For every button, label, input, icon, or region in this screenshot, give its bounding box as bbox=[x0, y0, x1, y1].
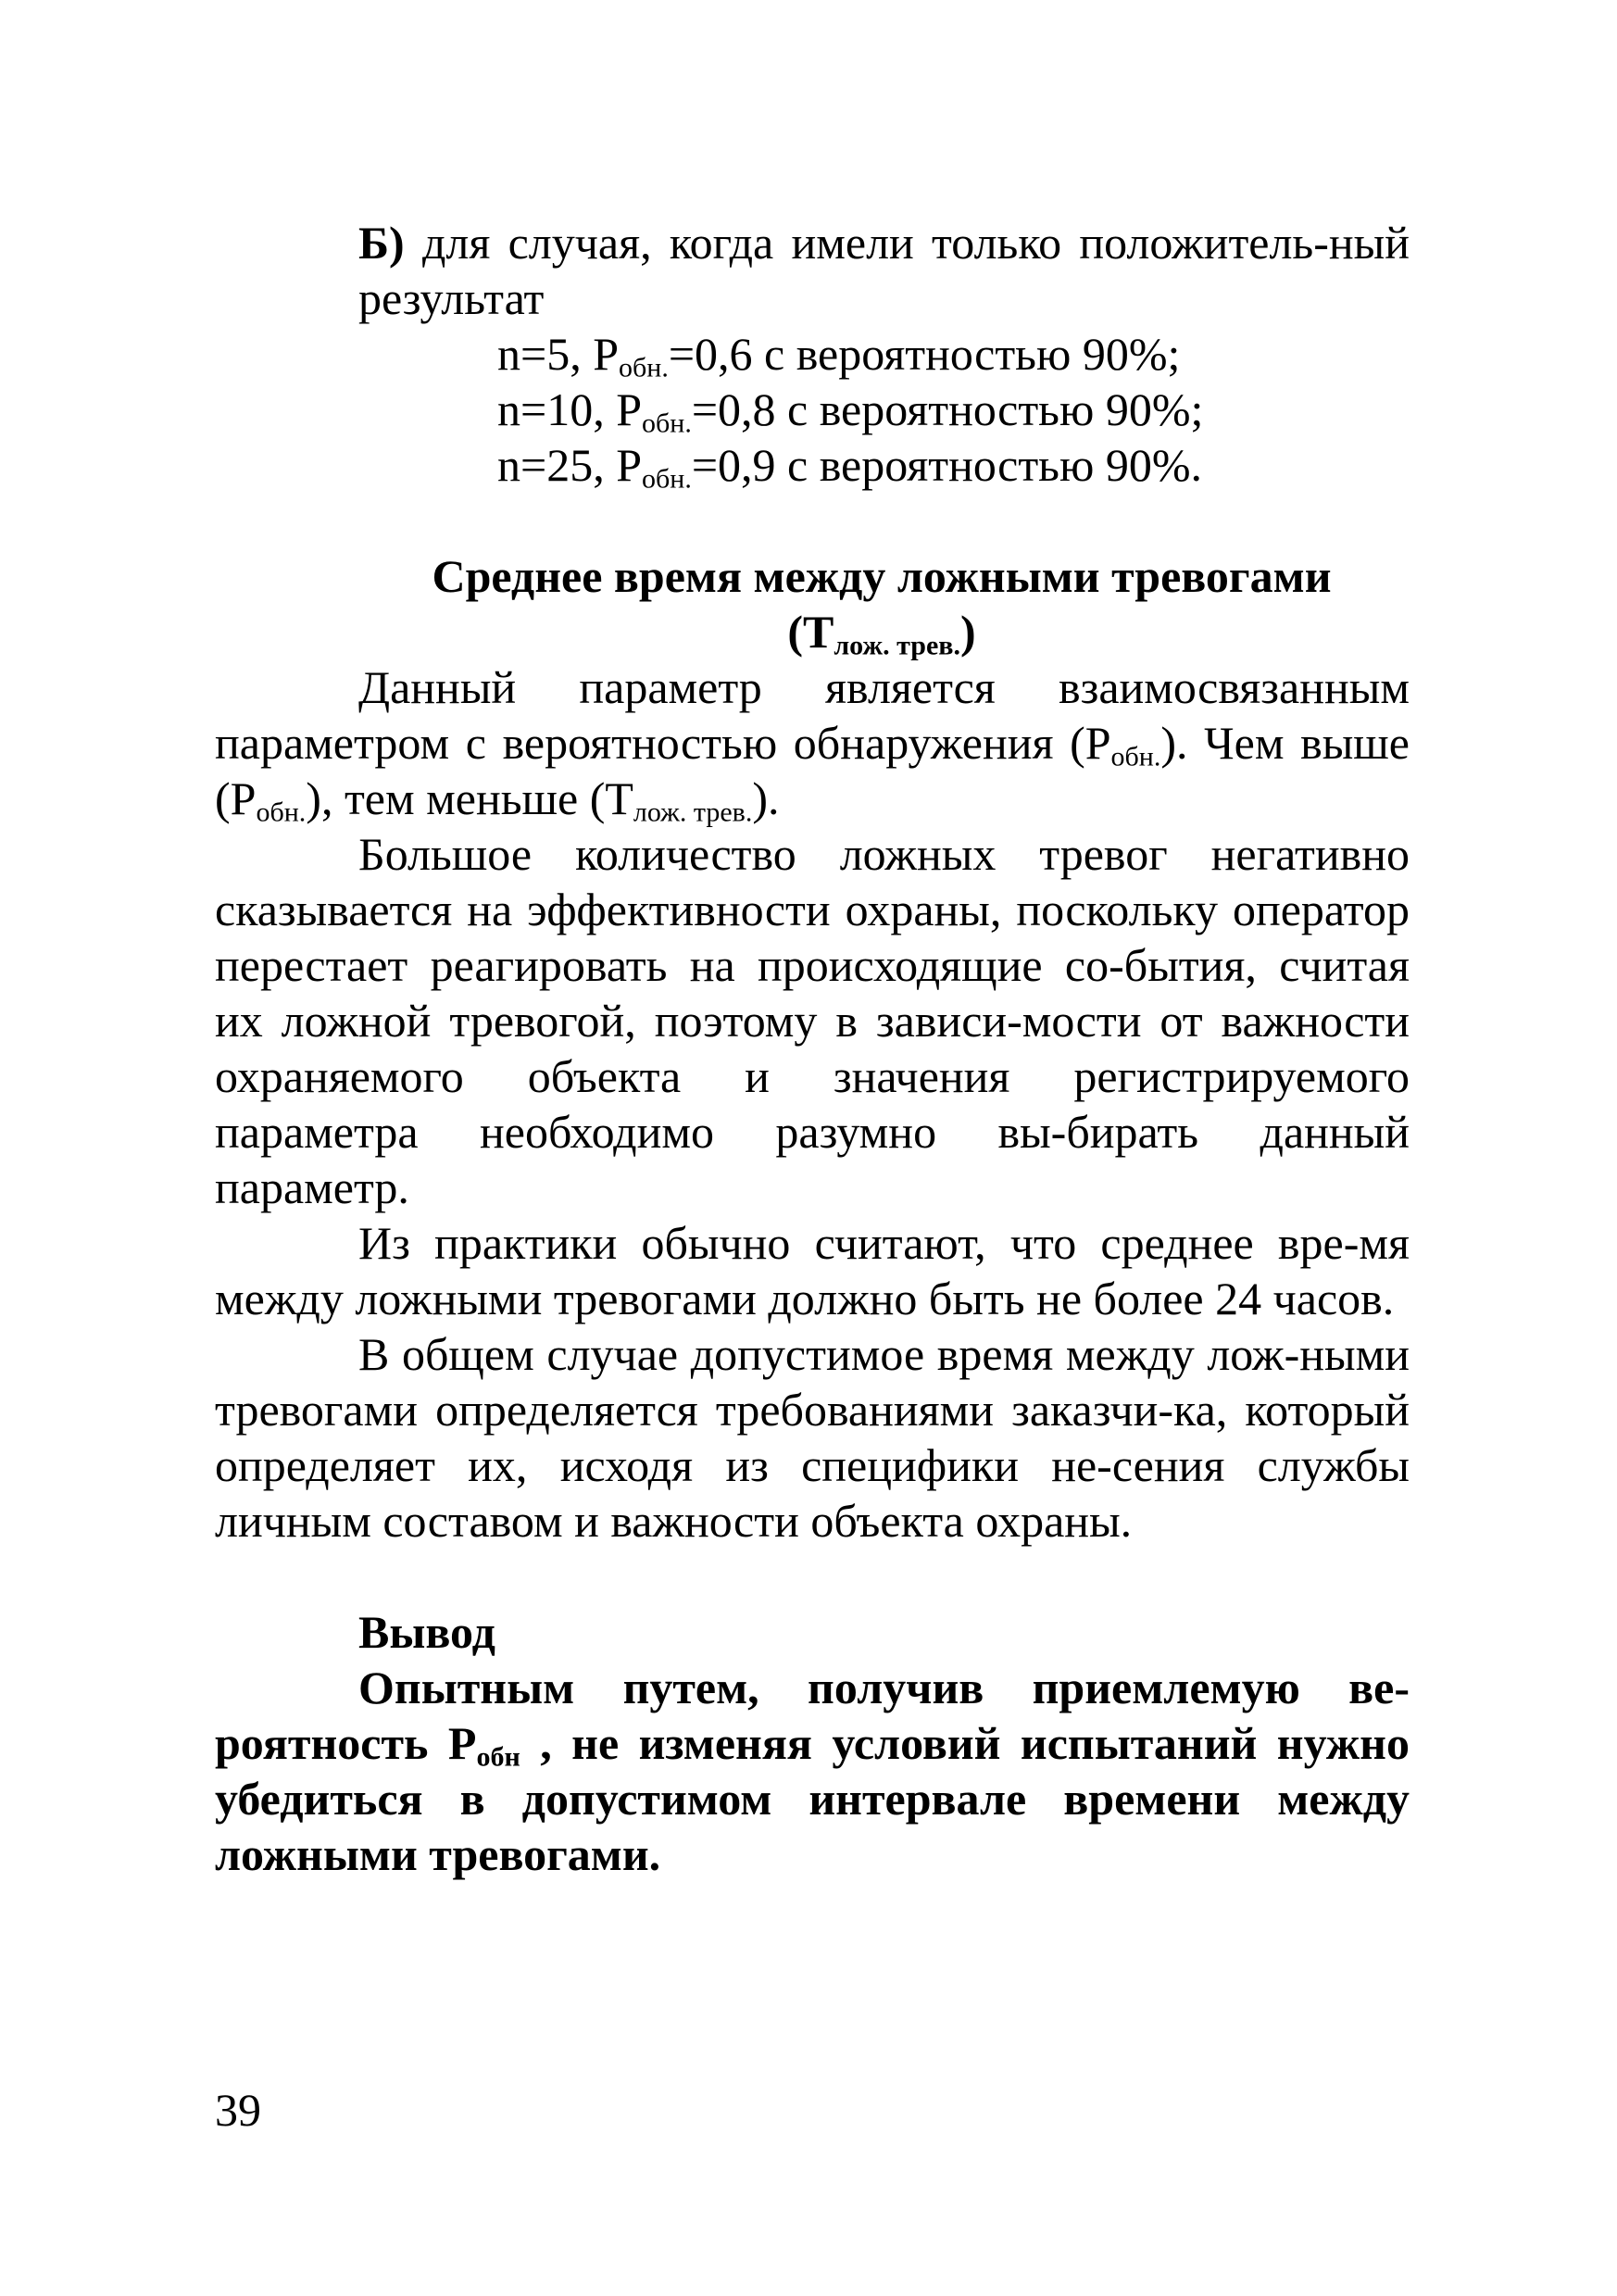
symbol-subscript: лож. трев. bbox=[834, 630, 960, 661]
paragraph-4: В общем случае допустимое время между лож-ными тревогами определяется требованиями заказчи-ка, который определяет их, исходя из специфики не-сения службы личным составом и важности объекта охраны. bbox=[215, 1328, 1410, 1547]
conclusion-title: Вывод bbox=[358, 1606, 495, 1658]
p1-subscript: обн. bbox=[256, 797, 307, 828]
p1-subscript: лож. трев. bbox=[633, 797, 753, 828]
case-b-paragraph bbox=[215, 215, 1410, 326]
conclusion-text bbox=[215, 1660, 1410, 1882]
section-symbol bbox=[354, 604, 1410, 659]
formula-line-3 bbox=[215, 437, 1410, 493]
symbol-close: ) bbox=[959, 606, 976, 658]
p1-part-b: ). Чем выше (P bbox=[215, 717, 1410, 824]
p1-part-d: ). bbox=[752, 772, 780, 824]
case-b-text: для случая, когда имели только положитель-ный результат bbox=[358, 217, 1410, 324]
case-b-marker: Б) bbox=[358, 217, 405, 269]
page-text bbox=[215, 215, 1410, 1882]
conclusion-part-b: , не изменяя условий испытаний нужно убедиться в допустимом интервале времени между ложными тревогами. bbox=[215, 1717, 1410, 1880]
section-title: Среднее время между ложными тревогами bbox=[432, 550, 1332, 602]
p1-part-c: ), тем меньше (T bbox=[306, 772, 633, 824]
paragraph-2: Большое количество ложных тревог негативно сказывается на эффективности охраны, поскольку оператор перестает реагировать на происходящие со-бытия, считая их ложной тревогой, поэтому в зависи-мости от важности охраняемого объекта и значения регистрируемого параметра необходимо разумно вы-бирать данный параметр. bbox=[215, 828, 1410, 1213]
page-number: 39 bbox=[215, 2084, 261, 2136]
conclusion-part-a: Опытным путем, получив приемлемую ве-роятность P bbox=[215, 1662, 1410, 1769]
p1-part-a: Данный параметр является взаимосвязанным параметром с вероятностью обнаружения (P bbox=[215, 661, 1410, 769]
p1-subscript: обн. bbox=[1110, 741, 1161, 772]
symbol-open: (T bbox=[787, 606, 834, 658]
formula-value: =0,9 с вероятностью 90%. bbox=[691, 439, 1202, 491]
formula-subscript: обн. bbox=[642, 463, 692, 495]
formula-line-2 bbox=[215, 382, 1410, 437]
conclusion-subscript: обн bbox=[476, 1741, 520, 1773]
formula-value: =0,8 с вероятностью 90%; bbox=[691, 383, 1204, 435]
paragraph-3: Из практики обычно считают, что среднее вре-мя между ложными тревогами должно быть не более 24 часов. bbox=[215, 1217, 1410, 1324]
formula-subscript: обн. bbox=[619, 352, 669, 383]
formula-n: n=5, P bbox=[497, 328, 620, 380]
formula-line-1 bbox=[215, 326, 1410, 382]
formula-subscript: обн. bbox=[642, 408, 692, 439]
paragraph-1 bbox=[215, 659, 1410, 826]
formula-value: =0,6 с вероятностью 90%; bbox=[668, 328, 1181, 380]
formula-n: n=10, P bbox=[497, 383, 643, 435]
formula-n: n=25, P bbox=[497, 439, 643, 491]
